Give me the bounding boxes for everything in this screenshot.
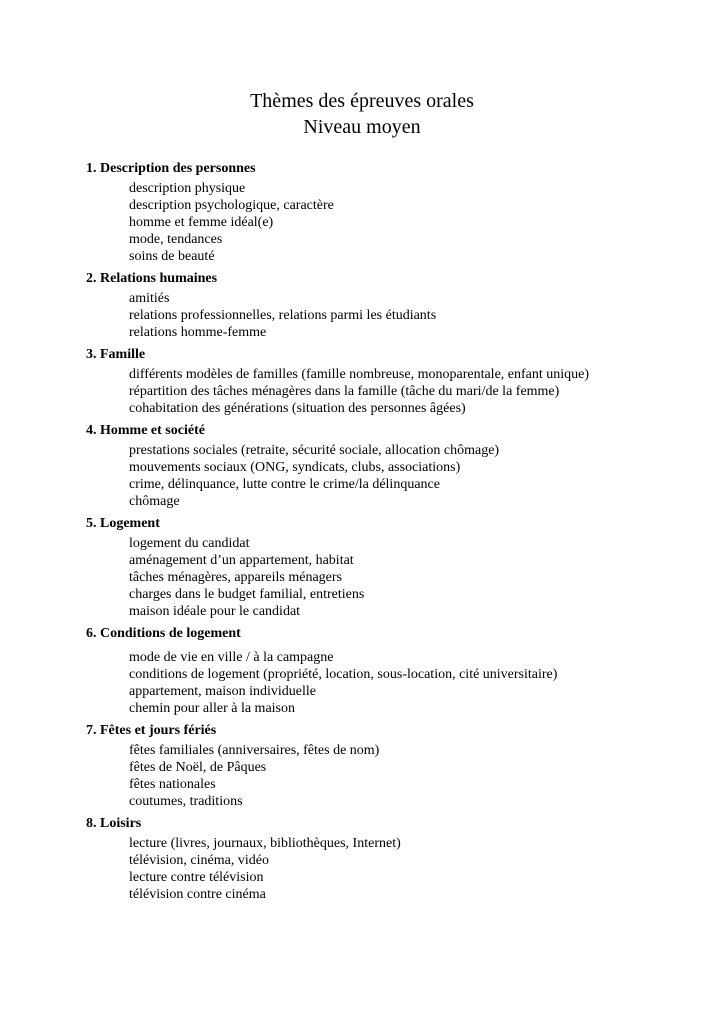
section-items (86, 742, 706, 810)
list-item: fêtes familiales (anniversaires, fêtes de nom) (129, 743, 380, 758)
list-item: prestations sociales (retraite, sécurité sociale, allocation chômage) (129, 443, 500, 458)
section-heading: 5. Logement (86, 516, 160, 531)
section-heading: 3. Famille (86, 347, 146, 362)
section-logement (86, 515, 706, 620)
list-item: appartement, maison individuelle (129, 684, 317, 699)
list-item: relations professionnelles, relations parmi les étudiants (129, 308, 437, 323)
list-item: mode, tendances (129, 232, 223, 247)
section-items (86, 290, 706, 341)
section-description-des-personnes (86, 160, 706, 265)
section-relations-humaines (86, 270, 706, 341)
list-item: coutumes, traditions (129, 794, 243, 809)
section-homme-et-societe (86, 422, 706, 510)
list-item: chômage (129, 494, 180, 509)
list-item: lecture (livres, journaux, bibliothèques, Internet) (129, 836, 401, 851)
list-item: relations homme-femme (129, 325, 267, 340)
page-subtitle: Niveau moyen (303, 116, 421, 138)
section-items (86, 180, 706, 265)
list-item: charges dans le budget familial, entretiens (129, 587, 365, 602)
list-item: conditions de logement (propriété, location, sous-location, cité universitaire) (129, 667, 558, 682)
list-item: télévision, cinéma, vidéo (129, 853, 269, 868)
section-fetes-et-jours-feries (86, 722, 706, 810)
list-item: description psychologique, caractère (129, 198, 334, 213)
section-heading: 7. Fêtes et jours fériés (86, 723, 217, 738)
list-item: lecture contre télévision (129, 870, 264, 885)
list-item: aménagement d’un appartement, habitat (129, 553, 354, 568)
list-item: mode de vie en ville / à la campagne (129, 650, 334, 665)
list-item: fêtes nationales (129, 777, 216, 792)
section-items (86, 442, 706, 510)
section-heading: 6. Conditions de logement (86, 626, 241, 641)
list-item: répartition des tâches ménagères dans la famille (tâche du mari/de la femme) (129, 384, 560, 399)
section-items (86, 835, 706, 903)
section-items (86, 366, 706, 417)
title-block (0, 88, 724, 140)
list-item: cohabitation des générations (situation des personnes âgées) (129, 401, 466, 416)
list-item: télévision contre cinéma (129, 887, 266, 902)
section-famille (86, 346, 706, 417)
list-item: description physique (129, 181, 246, 196)
section-heading: 1. Description des personnes (86, 161, 256, 176)
section-heading: 2. Relations humaines (86, 271, 218, 286)
section-items (86, 535, 706, 620)
list-item: logement du candidat (129, 536, 250, 551)
section-conditions-de-logement (86, 625, 706, 717)
page-title: Thèmes des épreuves orales (250, 90, 474, 112)
list-item: soins de beauté (129, 249, 215, 264)
section-heading: 8. Loisirs (86, 816, 142, 831)
sections-list (86, 160, 706, 908)
list-item: fêtes de Noël, de Pâques (129, 760, 267, 775)
list-item: maison idéale pour le candidat (129, 604, 301, 619)
section-items (86, 649, 706, 717)
list-item: crime, délinquance, lutte contre le crime/la délinquance (129, 477, 440, 492)
list-item: mouvements sociaux (ONG, syndicats, clubs, associations) (129, 460, 461, 475)
list-item: amitiés (129, 291, 170, 306)
list-item: différents modèles de familles (famille nombreuse, monoparentale, enfant unique) (129, 367, 590, 382)
list-item: tâches ménagères, appareils ménagers (129, 570, 343, 585)
section-heading: 4. Homme et société (86, 423, 205, 438)
list-item: chemin pour aller à la maison (129, 701, 295, 716)
section-loisirs (86, 815, 706, 903)
list-item: homme et femme idéal(e) (129, 215, 274, 230)
